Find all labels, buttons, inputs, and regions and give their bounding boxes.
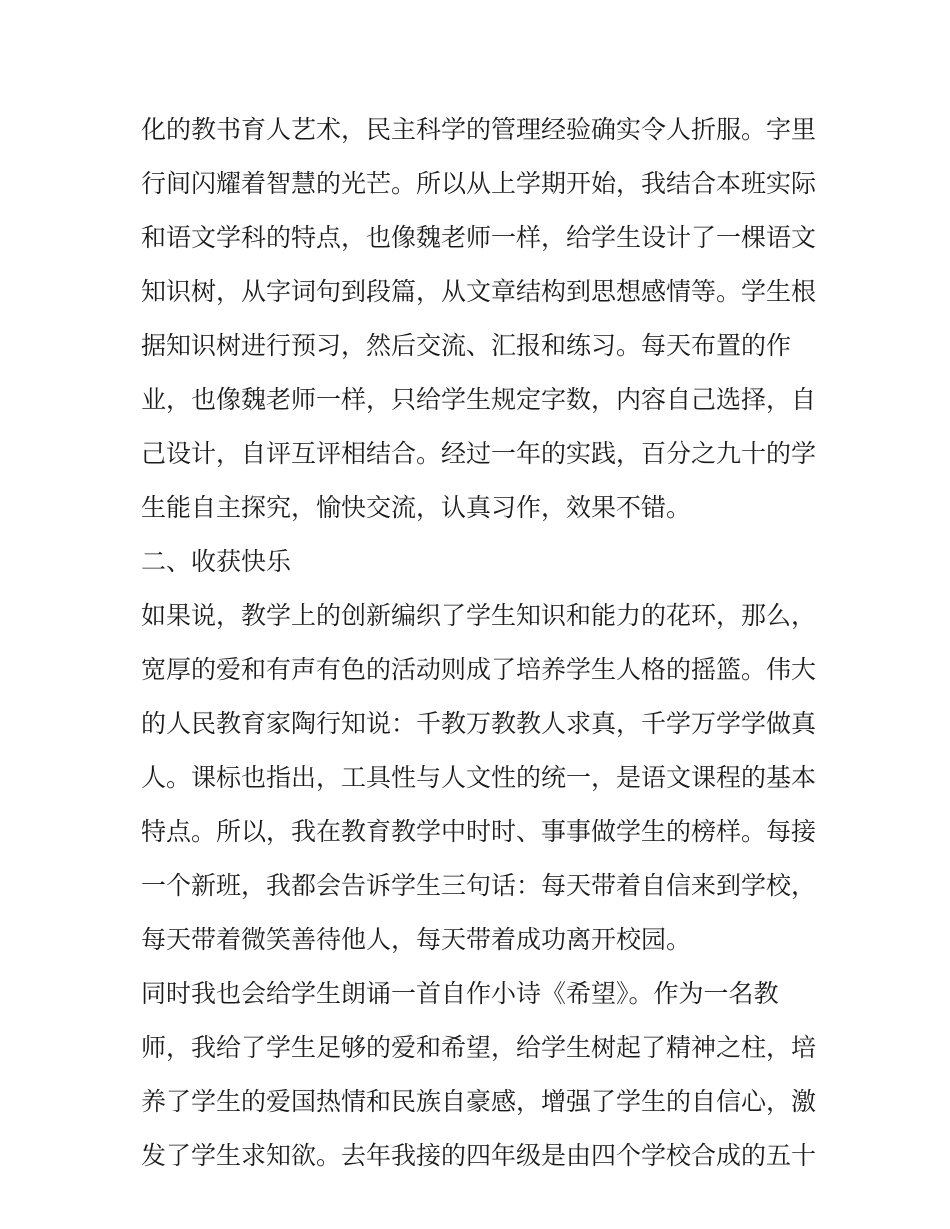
text-line: 人。课标也指出，工具性与人文性的统一，是语文课程的基本	[141, 763, 817, 792]
text-line: 宽厚的爱和有声有色的活动则成了培养学生人格的摇篮。伟大	[141, 655, 817, 684]
section-heading: 二、收获快乐	[141, 547, 292, 576]
text-line: 化的教书育人艺术，民主科学的管理经验确实令人折服。字里	[141, 115, 817, 144]
text-line: 每天带着微笑善待他人，每天带着成功离开校园。	[141, 925, 692, 954]
text-line: 据知识树进行预习，然后交流、汇报和练习。每天布置的作	[141, 331, 792, 360]
text-line: 如果说，教学上的创新编织了学生知识和能力的花环，那么，	[141, 601, 817, 630]
text-line: 的人民教育家陶行知说：千教万教教人求真，千学万学学做真	[141, 709, 817, 738]
text-line: 发了学生求知欲。去年我接的四年级是由四个学校合成的五十	[141, 1141, 817, 1170]
text-line: 知识树，从字词句到段篇，从文章结构到思想感情等。学生根	[141, 277, 817, 306]
text-line: 己设计，自评互评相结合。经过一年的实践，百分之九十的学	[141, 439, 817, 468]
text-line: 师，我给了学生足够的爱和希望，给学生树起了精神之柱，培	[141, 1033, 817, 1062]
text-line: 生能自主探究，愉快交流，认真习作，效果不错。	[141, 493, 692, 522]
text-line: 养了学生的爱国热情和民族自豪感，增强了学生的自信心，激	[141, 1087, 817, 1116]
text-line: 行间闪耀着智慧的光芒。所以从上学期开始，我结合本班实际	[141, 169, 817, 198]
text-line: 业，也像魏老师一样，只给学生规定字数，内容自己选择，自	[141, 385, 817, 414]
text-line: 特点。所以，我在教育教学中时时、事事做学生的榜样。每接	[141, 817, 817, 846]
text-line: 一个新班，我都会告诉学生三句话：每天带着自信来到学校，	[141, 871, 817, 900]
text-line: 和语文学科的特点，也像魏老师一样，给学生设计了一棵语文	[141, 223, 817, 252]
text-line: 同时我也会给学生朗诵一首自作小诗《希望》。作为一名教	[141, 979, 779, 1008]
